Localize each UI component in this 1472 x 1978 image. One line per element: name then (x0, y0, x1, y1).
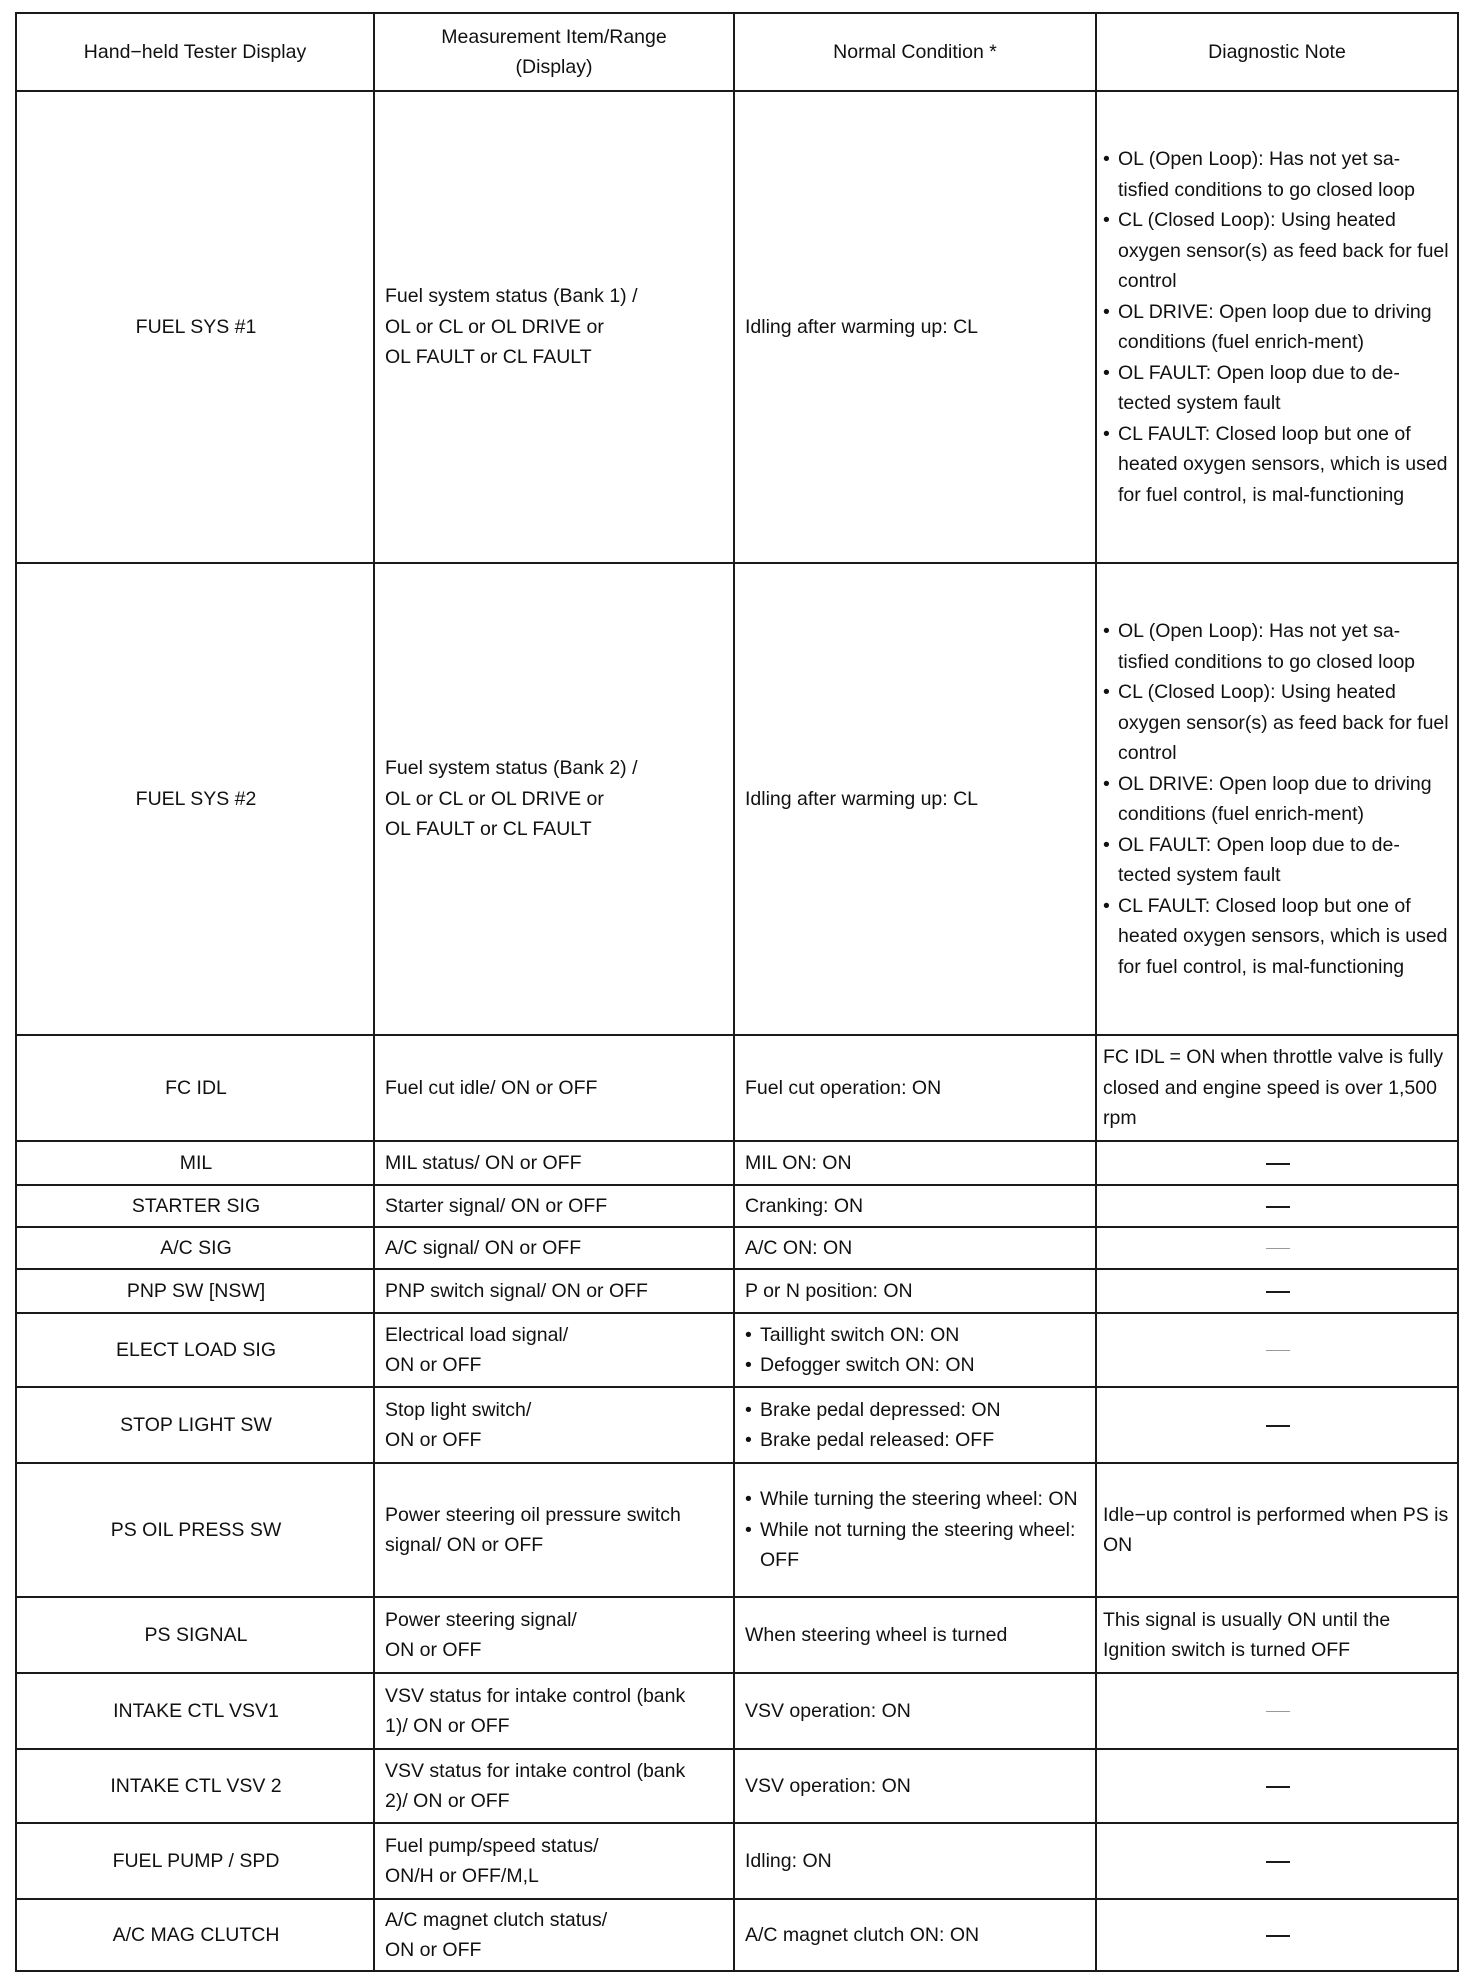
measurement-line: Fuel system status (Bank 1) / (385, 285, 638, 308)
note-bullet: • CL FAULT: Closed loop but one of heated oxygen sensors, which is used for fuel control, is mal-functioning (1103, 891, 1451, 983)
cell-diagnostic-note (1096, 1749, 1458, 1823)
cell-measurement-item (374, 1387, 734, 1463)
cell-diagnostic-note (1096, 1823, 1458, 1899)
note-bullet: • OL FAULT: Open loop due to de-tected system fault (1103, 830, 1451, 891)
no-note-dash (1266, 1861, 1290, 1863)
table-row (16, 1899, 1458, 1971)
cell-normal-condition (734, 1673, 1096, 1749)
cell-tester-display: FUEL PUMP / SPD (16, 1823, 374, 1899)
header-measurement-line-2: (Display) (515, 56, 593, 78)
no-note-dash (1266, 1935, 1290, 1937)
condition-line: Idling after warming up: CL (745, 315, 979, 338)
table-row (16, 1823, 1458, 1899)
no-note-dash (1266, 1786, 1290, 1788)
note-bullet: • OL DRIVE: Open loop due to driving conditions (fuel enrich-ment) (1103, 297, 1451, 358)
cell-diagnostic-note (1096, 1673, 1458, 1749)
condition-bullet: • Defogger switch ON: ON (745, 1350, 1087, 1381)
cell-measurement-item (374, 1269, 734, 1313)
table-row (16, 1269, 1458, 1313)
measurement-line: VSV status for intake control (bank (385, 1684, 686, 1707)
no-note-dash (1266, 1711, 1290, 1713)
table-row (16, 1673, 1458, 1749)
cell-normal-condition (734, 1387, 1096, 1463)
table-row (16, 1141, 1458, 1185)
cell-diagnostic-note (1096, 1227, 1458, 1269)
no-note-dash (1266, 1206, 1290, 1208)
cell-tester-display: A/C SIG (16, 1227, 374, 1269)
header-normal-condition: Normal Condition * (734, 13, 1096, 91)
data-list-sheet (15, 12, 1459, 1972)
table-row (16, 1227, 1458, 1269)
cell-normal-condition (734, 1313, 1096, 1387)
cell-measurement-item (374, 91, 734, 563)
measurement-line: Fuel pump/speed status/ (385, 1834, 599, 1857)
no-note-dash (1266, 1291, 1290, 1293)
condition-line: When steering wheel is turned (745, 1623, 1008, 1646)
cell-measurement-item (374, 1749, 734, 1823)
measurement-line: A/C signal/ ON or OFF (385, 1236, 582, 1259)
header-diagnostic-note: Diagnostic Note (1096, 13, 1458, 91)
condition-line: Idling after warming up: CL (745, 787, 979, 810)
condition-line: Cranking: ON (745, 1194, 864, 1217)
cell-tester-display: ELECT LOAD SIG (16, 1313, 374, 1387)
header-measurement-item (374, 13, 734, 91)
cell-measurement-item (374, 1185, 734, 1227)
table-row (16, 1035, 1458, 1141)
note-bullet: • OL (Open Loop): Has not yet sa-tisfied conditions to go closed loop (1103, 616, 1451, 677)
header-tester-display: Hand−held Tester Display (16, 13, 374, 91)
cell-normal-condition (734, 1035, 1096, 1141)
cell-measurement-item (374, 1463, 734, 1597)
cell-diagnostic-note (1096, 91, 1458, 563)
table-row (16, 1387, 1458, 1463)
cell-diagnostic-note (1096, 1899, 1458, 1971)
cell-tester-display: STOP LIGHT SW (16, 1387, 374, 1463)
table-row (16, 563, 1458, 1035)
cell-normal-condition (734, 1749, 1096, 1823)
note-text: Idle−up control is performed when PS is ON (1103, 1503, 1449, 1556)
measurement-line: signal/ ON or OFF (385, 1534, 544, 1556)
cell-diagnostic-note (1096, 1387, 1458, 1463)
cell-measurement-item (374, 1035, 734, 1141)
no-note-dash (1266, 1163, 1290, 1165)
table-row (16, 1597, 1458, 1673)
measurement-line: A/C magnet clutch status/ (385, 1908, 608, 1931)
cell-tester-display: INTAKE CTL VSV 2 (16, 1749, 374, 1823)
no-note-dash (1266, 1350, 1290, 1352)
note-text: This signal is usually ON until the Ignition switch is turned OFF (1103, 1608, 1391, 1661)
cell-measurement-item (374, 563, 734, 1035)
cell-measurement-item (374, 1597, 734, 1673)
cell-normal-condition (734, 1185, 1096, 1227)
measurement-line: Electrical load signal/ (385, 1323, 569, 1346)
condition-line: MIL ON: ON (745, 1151, 852, 1174)
cell-normal-condition (734, 1141, 1096, 1185)
condition-line: Fuel cut operation: ON (745, 1076, 942, 1099)
cell-normal-condition (734, 1899, 1096, 1971)
cell-normal-condition (734, 1269, 1096, 1313)
condition-bullet: • While not turning the steering wheel: OFF (745, 1515, 1087, 1576)
cell-diagnostic-note (1096, 563, 1458, 1035)
cell-diagnostic-note (1096, 1269, 1458, 1313)
cell-diagnostic-note (1096, 1463, 1458, 1597)
measurement-line: OL FAULT or CL FAULT (385, 346, 592, 369)
cell-diagnostic-note (1096, 1597, 1458, 1673)
measurement-line: ON or OFF (385, 1939, 482, 1961)
cell-measurement-item (374, 1899, 734, 1971)
measurement-line: ON/H or OFF/M,L (385, 1865, 539, 1887)
measurement-line: Power steering signal/ (385, 1608, 577, 1631)
cell-normal-condition (734, 563, 1096, 1035)
measurement-line: 2)/ ON or OFF (385, 1790, 510, 1812)
cell-tester-display: FUEL SYS #2 (16, 563, 374, 1035)
cell-tester-display: A/C MAG CLUTCH (16, 1899, 374, 1971)
cell-tester-display: PS OIL PRESS SW (16, 1463, 374, 1597)
table-row (16, 1185, 1458, 1227)
no-note-dash (1266, 1248, 1290, 1250)
cell-normal-condition (734, 91, 1096, 563)
cell-tester-display: FUEL SYS #1 (16, 91, 374, 563)
measurement-line: OL or CL or OL DRIVE or (385, 315, 604, 338)
tester-data-table (15, 12, 1459, 1972)
cell-normal-condition (734, 1227, 1096, 1269)
note-bullet: • CL (Closed Loop): Using heated oxygen sensor(s) as feed back for fuel control (1103, 677, 1451, 769)
condition-line: VSV operation: ON (745, 1699, 911, 1722)
measurement-line: ON or OFF (385, 1354, 482, 1376)
cell-tester-display: MIL (16, 1141, 374, 1185)
cell-diagnostic-note (1096, 1313, 1458, 1387)
measurement-line: Starter signal/ ON or OFF (385, 1194, 608, 1217)
header-row (16, 13, 1458, 91)
table-body (16, 91, 1458, 1971)
cell-tester-display: FC IDL (16, 1035, 374, 1141)
measurement-line: Fuel cut idle/ ON or OFF (385, 1076, 598, 1099)
measurement-line: PNP switch signal/ ON or OFF (385, 1279, 648, 1302)
cell-tester-display: PNP SW [NSW] (16, 1269, 374, 1313)
condition-line: VSV operation: ON (745, 1774, 911, 1797)
note-bullet: • CL (Closed Loop): Using heated oxygen sensor(s) as feed back for fuel control (1103, 205, 1451, 297)
condition-bullet: • Taillight switch ON: ON (745, 1320, 1087, 1351)
measurement-line: 1)/ ON or OFF (385, 1715, 510, 1737)
measurement-line: OL or CL or OL DRIVE or (385, 787, 604, 810)
note-bullet: • OL DRIVE: Open loop due to driving conditions (fuel enrich-ment) (1103, 769, 1451, 830)
cell-measurement-item (374, 1141, 734, 1185)
cell-diagnostic-note (1096, 1035, 1458, 1141)
measurement-line: ON or OFF (385, 1429, 482, 1451)
measurement-line: Fuel system status (Bank 2) / (385, 757, 638, 780)
header-measurement-line-1: Measurement Item/Range (441, 25, 667, 48)
condition-line: A/C ON: ON (745, 1236, 853, 1259)
note-bullet: • CL FAULT: Closed loop but one of heated oxygen sensors, which is used for fuel control, is mal-functioning (1103, 419, 1451, 511)
condition-bullet: • Brake pedal depressed: ON (745, 1395, 1087, 1426)
condition-line: P or N position: ON (745, 1279, 913, 1302)
cell-tester-display: PS SIGNAL (16, 1597, 374, 1673)
table-row (16, 1313, 1458, 1387)
condition-line: A/C magnet clutch ON: ON (745, 1923, 980, 1946)
note-text: FC IDL = ON when throttle valve is fully closed and engine speed is over 1,500 rpm (1103, 1046, 1444, 1130)
condition-line: Idling: ON (745, 1849, 832, 1872)
cell-tester-display: INTAKE CTL VSV1 (16, 1673, 374, 1749)
measurement-line: MIL status/ ON or OFF (385, 1151, 582, 1174)
measurement-line: VSV status for intake control (bank (385, 1759, 686, 1782)
cell-diagnostic-note (1096, 1185, 1458, 1227)
condition-bullet: • While turning the steering wheel: ON (745, 1484, 1087, 1515)
measurement-line: Stop light switch/ (385, 1398, 532, 1421)
cell-normal-condition (734, 1823, 1096, 1899)
cell-diagnostic-note (1096, 1141, 1458, 1185)
cell-measurement-item (374, 1313, 734, 1387)
measurement-line: Power steering oil pressure switch (385, 1503, 681, 1526)
measurement-line: OL FAULT or CL FAULT (385, 818, 592, 841)
cell-measurement-item (374, 1823, 734, 1899)
note-bullet: • OL (Open Loop): Has not yet sa-tisfied conditions to go closed loop (1103, 144, 1451, 205)
condition-bullet: • Brake pedal released: OFF (745, 1425, 1087, 1456)
no-note-dash (1266, 1425, 1290, 1427)
measurement-line: ON or OFF (385, 1639, 482, 1661)
note-bullet: • OL FAULT: Open loop due to de-tected system fault (1103, 358, 1451, 419)
table-row (16, 1749, 1458, 1823)
cell-measurement-item (374, 1673, 734, 1749)
cell-normal-condition (734, 1463, 1096, 1597)
cell-measurement-item (374, 1227, 734, 1269)
cell-normal-condition (734, 1597, 1096, 1673)
table-row (16, 1463, 1458, 1597)
table-header (16, 13, 1458, 91)
cell-tester-display: STARTER SIG (16, 1185, 374, 1227)
table-row (16, 91, 1458, 563)
